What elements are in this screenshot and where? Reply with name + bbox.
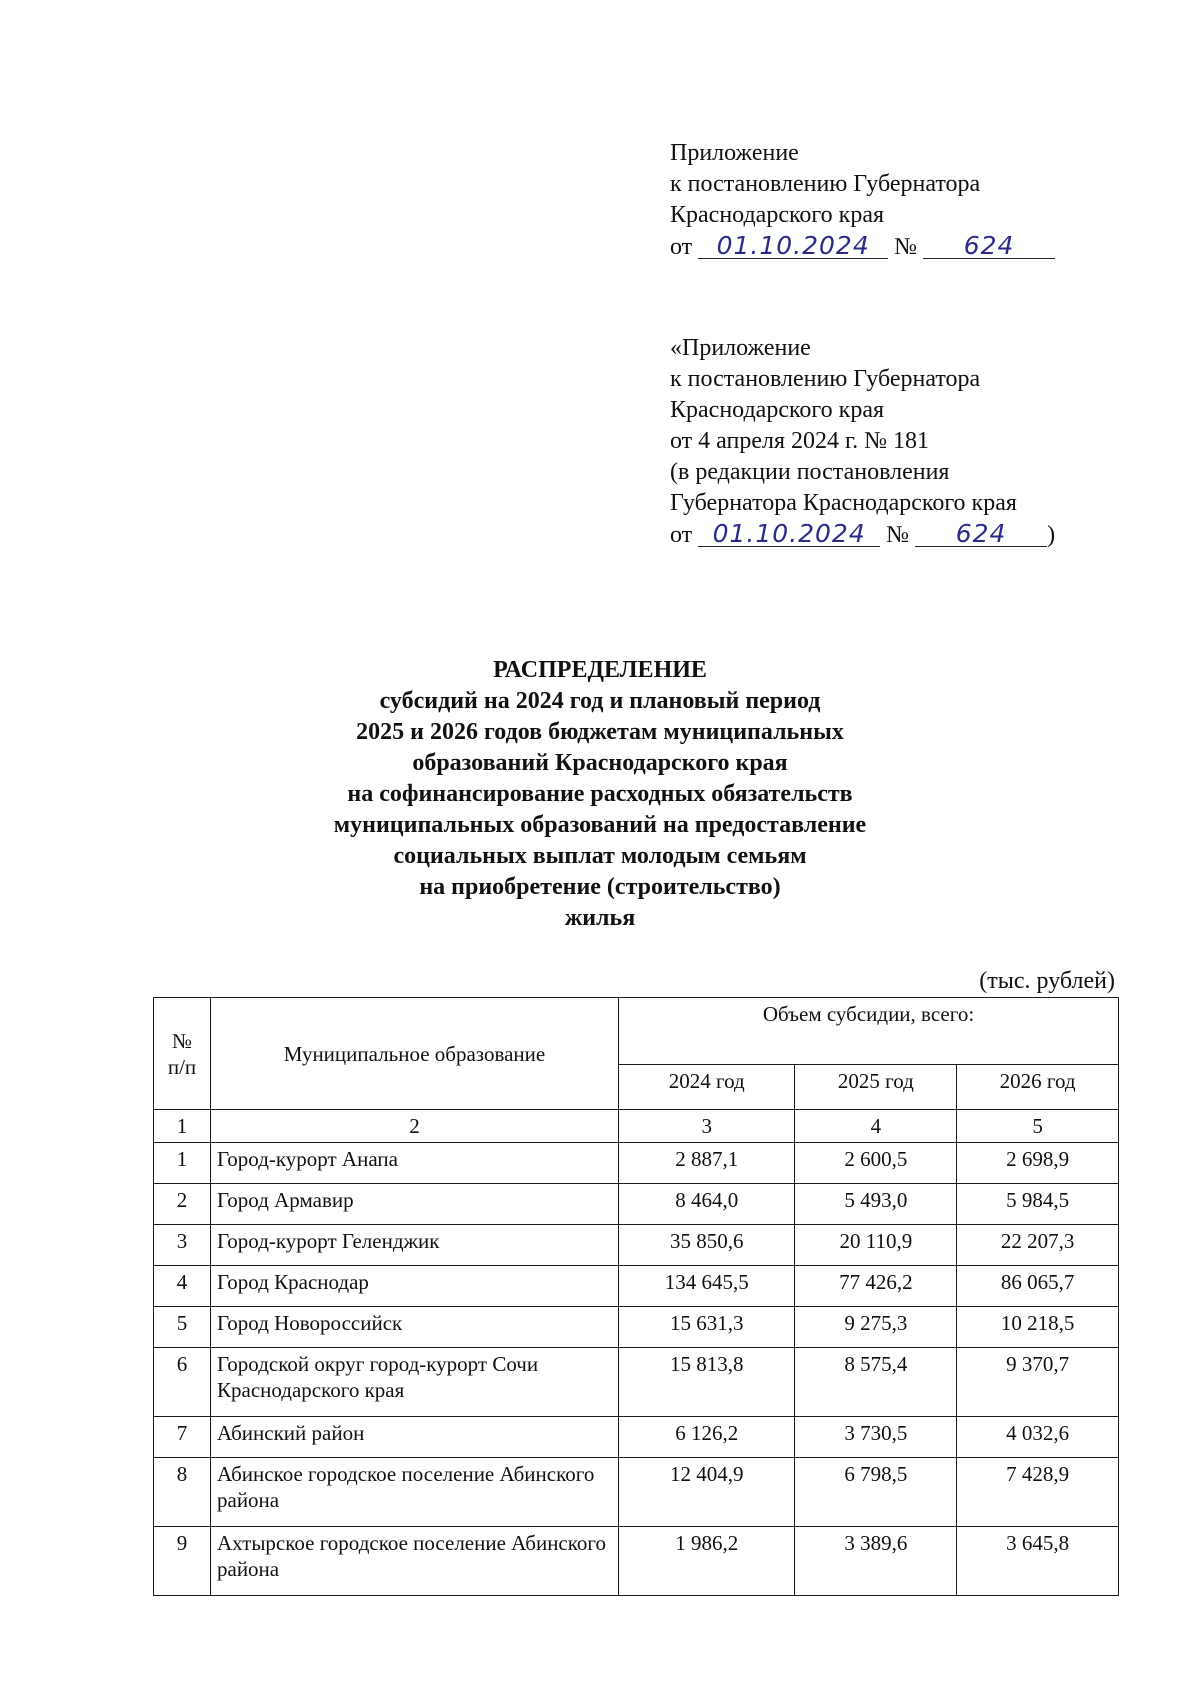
row-value-2024: 134 645,5 bbox=[619, 1266, 795, 1307]
row-value-2024: 8 464,0 bbox=[619, 1184, 795, 1225]
title-line: жилья bbox=[564, 905, 636, 931]
row-value-2025: 20 110,9 bbox=[795, 1225, 957, 1266]
row-municipality: Город Армавир bbox=[211, 1184, 619, 1225]
header-number bbox=[154, 998, 211, 1110]
row-number: 9 bbox=[154, 1527, 211, 1596]
units-label: (тыс. рублей) bbox=[979, 968, 1115, 994]
row-value-2024: 2 887,1 bbox=[619, 1143, 795, 1184]
header-year-2026: 2026 год bbox=[957, 1065, 1119, 1110]
from-prefix: от bbox=[670, 234, 693, 260]
subsidy-distribution-table bbox=[153, 997, 1119, 1596]
index-cell: 2 bbox=[211, 1110, 619, 1143]
row-municipality: Абинское городское поселение Абинского района bbox=[211, 1458, 619, 1527]
table-row bbox=[154, 1348, 1119, 1417]
row-municipality: Город Краснодар bbox=[211, 1266, 619, 1307]
table-row bbox=[154, 1417, 1119, 1458]
document-title bbox=[225, 655, 975, 934]
table-row bbox=[154, 1458, 1119, 1527]
row-value-2024: 6 126,2 bbox=[619, 1417, 795, 1458]
row-number: 8 bbox=[154, 1458, 211, 1527]
header-total: Объем субсидии, всего: bbox=[619, 998, 1119, 1065]
annex-line: (в редакции постановления bbox=[670, 459, 950, 485]
row-value-2026: 9 370,7 bbox=[957, 1348, 1119, 1417]
title-line: образований Краснодарского края bbox=[412, 750, 788, 776]
title-line: муниципальных образований на предоставление bbox=[333, 812, 867, 838]
handwritten-number: 624 bbox=[923, 231, 1055, 259]
row-value-2024: 35 850,6 bbox=[619, 1225, 795, 1266]
row-value-2024: 12 404,9 bbox=[619, 1458, 795, 1527]
row-number: 4 bbox=[154, 1266, 211, 1307]
annex-line: Краснодарского края bbox=[670, 202, 885, 228]
row-value-2025: 5 493,0 bbox=[795, 1184, 957, 1225]
header-number-line: № bbox=[171, 1028, 193, 1053]
row-number: 3 bbox=[154, 1225, 211, 1266]
header-year-2025: 2025 год bbox=[795, 1065, 957, 1110]
row-value-2026: 2 698,9 bbox=[957, 1143, 1119, 1184]
index-cell: 1 bbox=[154, 1110, 211, 1143]
row-number: 2 bbox=[154, 1184, 211, 1225]
column-index-row bbox=[154, 1110, 1119, 1143]
row-value-2025: 8 575,4 bbox=[795, 1348, 957, 1417]
row-number: 1 bbox=[154, 1143, 211, 1184]
annex-line: «Приложение bbox=[670, 335, 811, 361]
row-value-2024: 1 986,2 bbox=[619, 1527, 795, 1596]
row-municipality: Город Новороссийск bbox=[211, 1307, 619, 1348]
row-value-2026: 3 645,8 bbox=[957, 1527, 1119, 1596]
number-sign: № bbox=[886, 522, 910, 548]
row-value-2024: 15 813,8 bbox=[619, 1348, 795, 1417]
annex-line: Губернатора Краснодарского края bbox=[670, 490, 1017, 516]
closing-paren: ) bbox=[1047, 522, 1056, 548]
title-line: РАСПРЕДЕЛЕНИЕ bbox=[493, 657, 707, 683]
row-value-2026: 5 984,5 bbox=[957, 1184, 1119, 1225]
row-value-2024: 15 631,3 bbox=[619, 1307, 795, 1348]
row-value-2025: 9 275,3 bbox=[795, 1307, 957, 1348]
table-row bbox=[154, 1225, 1119, 1266]
annex-line: Краснодарского края bbox=[670, 397, 885, 423]
index-cell: 5 bbox=[957, 1110, 1119, 1143]
title-line: на софинансирование расходных обязательств bbox=[347, 781, 853, 807]
row-value-2026: 10 218,5 bbox=[957, 1307, 1119, 1348]
title-line: на приобретение (строительство) bbox=[419, 874, 781, 900]
row-municipality: Город-курорт Геленджик bbox=[211, 1225, 619, 1266]
row-value-2025: 3 730,5 bbox=[795, 1417, 957, 1458]
row-municipality: Абинский район bbox=[211, 1417, 619, 1458]
index-cell: 3 bbox=[619, 1110, 795, 1143]
row-value-2026: 22 207,3 bbox=[957, 1225, 1119, 1266]
header-municipality: Муниципальное образование bbox=[211, 998, 619, 1110]
annex-line: Приложение bbox=[670, 140, 799, 166]
title-line: 2025 и 2026 годов бюджетам муниципальных bbox=[356, 719, 844, 745]
row-value-2026: 7 428,9 bbox=[957, 1458, 1119, 1527]
title-line: субсидий на 2024 год и плановый период bbox=[379, 688, 821, 714]
row-value-2026: 86 065,7 bbox=[957, 1266, 1119, 1307]
annex-date-line bbox=[670, 519, 1055, 551]
header-year-2024: 2024 год bbox=[619, 1065, 795, 1110]
annex-header-original bbox=[670, 333, 1055, 551]
row-value-2025: 2 600,5 bbox=[795, 1143, 957, 1184]
handwritten-date: 01.10.2024 bbox=[698, 519, 880, 547]
row-number: 6 bbox=[154, 1348, 211, 1417]
annex-line: к постановлению Губернатора bbox=[670, 366, 981, 392]
table-body bbox=[154, 1110, 1119, 1596]
index-cell: 4 bbox=[795, 1110, 957, 1143]
table-row bbox=[154, 1527, 1119, 1596]
row-number: 5 bbox=[154, 1307, 211, 1348]
row-municipality: Городской округ город-курорт Сочи Краснодарского края bbox=[211, 1348, 619, 1417]
row-number: 7 bbox=[154, 1417, 211, 1458]
row-municipality: Город-курорт Анапа bbox=[211, 1143, 619, 1184]
annex-line: от 4 апреля 2024 г. № 181 bbox=[670, 428, 930, 454]
row-value-2025: 77 426,2 bbox=[795, 1266, 957, 1307]
table-row bbox=[154, 1266, 1119, 1307]
title-line: социальных выплат молодым семьям bbox=[393, 843, 807, 869]
table-row bbox=[154, 1143, 1119, 1184]
row-value-2025: 3 389,6 bbox=[795, 1527, 957, 1596]
number-sign: № bbox=[894, 234, 918, 260]
header-number-line: п/п bbox=[167, 1054, 197, 1079]
row-municipality: Ахтырское городское поселение Абинского района bbox=[211, 1527, 619, 1596]
table-row bbox=[154, 1307, 1119, 1348]
from-prefix: от bbox=[670, 522, 693, 548]
table-row bbox=[154, 1184, 1119, 1225]
row-value-2025: 6 798,5 bbox=[795, 1458, 957, 1527]
row-value-2026: 4 032,6 bbox=[957, 1417, 1119, 1458]
handwritten-date: 01.10.2024 bbox=[698, 231, 888, 259]
annex-header-current bbox=[670, 138, 1055, 263]
annex-date-line bbox=[670, 231, 1055, 263]
annex-line: к постановлению Губернатора bbox=[670, 171, 981, 197]
handwritten-number: 624 bbox=[915, 519, 1047, 547]
